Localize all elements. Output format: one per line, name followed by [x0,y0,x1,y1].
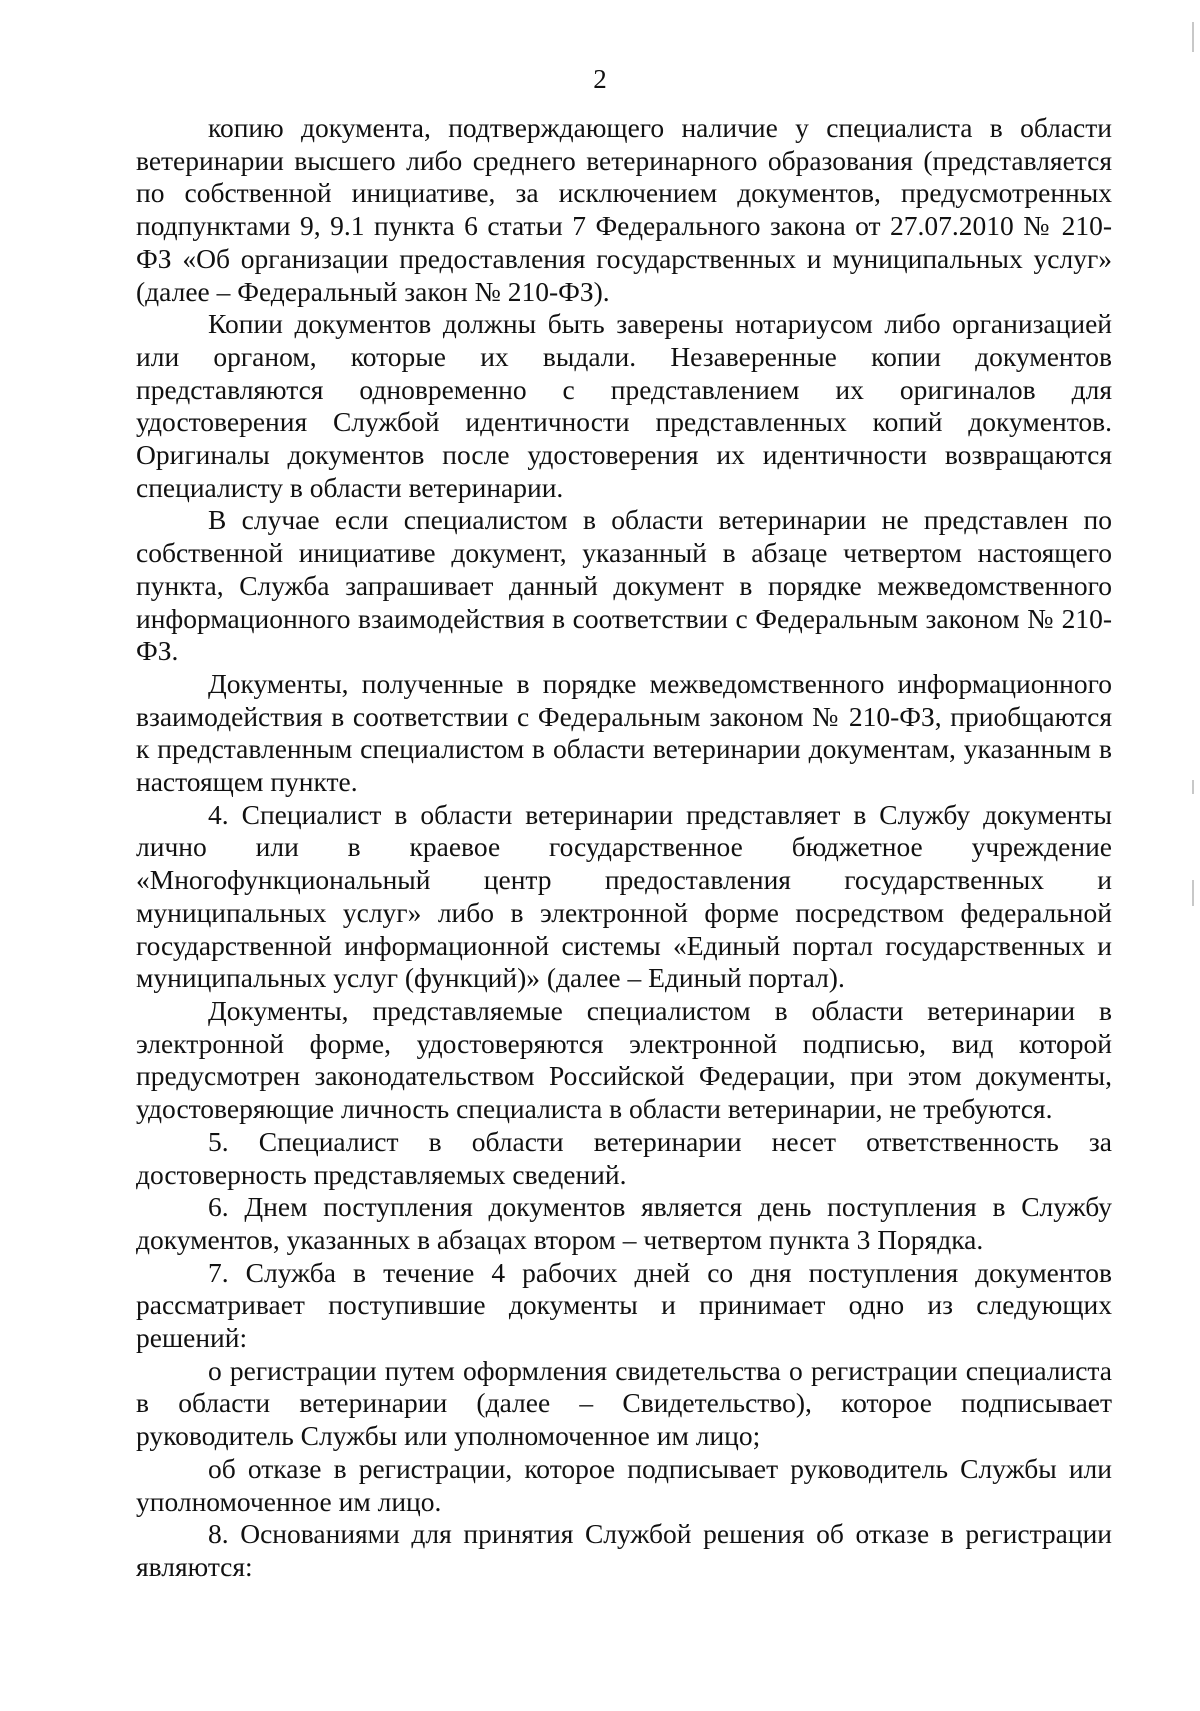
scan-mark [1192,880,1194,906]
paragraph-decision-registration: о регистрации путем оформления свидетельства о регистрации специалиста в области ветеринарии (далее – Свидетельство), которое подписывает руководитель Службы или уполномоченное им лицо; [136,1354,1112,1452]
scan-mark [1192,780,1194,794]
paragraph-copies-certification: Копии документов должны быть заверены нотариусом либо организацией или органом, которые их выдали. Незаверенные копии документов представляются одновременно с представлением их оригиналов для удостоверения Службой идентичности представленных копий документов. Оригиналы документов после удостоверения их идентичности возвращаются специалисту в области ветеринарии. [136,308,1112,503]
paragraph-item-5: 5. Специалист в области ветеринарии несет ответственность за достоверность представляемых сведений. [136,1125,1112,1190]
paragraph-interagency-request: В случае если специалистом в области ветеринарии не представлен по собственной инициативе документ, указанный в абзаце четвертом настоящего пункта, Служба запрашивает данный документ в порядке межведомственного информационного взаимодействия в соответствии с Федеральным законом № 210-ФЗ. [136,504,1112,667]
scan-mark [1192,22,1194,52]
paragraph-documents-received: Документы, полученные в порядке межведомственного информационного взаимодействия в соответствии с Федеральным законом № 210-ФЗ, приобщаются к представленным специалистом в области ветеринарии документам, указанным в настоящем пункте. [136,667,1112,798]
paragraph-item-6: 6. Днем поступления документов является день поступления в Службу документов, указанных в абзацах втором – четвертом пункта 3 Порядка. [136,1191,1112,1255]
paragraph-document-copy: копию документа, подтверждающего наличие у специалиста в области ветеринарии высшего либо среднего ветеринарного образования (представляется по собственной инициативе, за исключением документов, предусмотренных подпунктами 9, 9.1 пункта 6 статьи 7 Федерального закона от 27.07.2010 № 210-ФЗ «Об организации предоставления государственных и муниципальных услуг» (далее – Федеральный закон № 210-ФЗ). [136,112,1112,307]
document-body [136,112,1112,1584]
paragraph-item-7: 7. Служба в течение 4 рабочих дней со дня поступления документов рассматривает поступившие документы и принимает одно из следующих решений: [136,1256,1112,1354]
paragraph-item-8: 8. Основаниями для принятия Службой решения об отказе в регистрации являются: [136,1518,1112,1582]
paragraph-decision-refusal: об отказе в регистрации, которое подписывает руководитель Службы или уполномоченное им лицо. [136,1452,1112,1517]
page-number: 2 [593,64,607,94]
scan-edge-marks [1182,0,1196,1711]
paragraph-item-4: 4. Специалист в области ветеринарии представляет в Службу документы лично или в краевое государственное бюджетное учреждение «Многофункциональный центр предоставления государственных и муниципальных услуг» либо в электронной форме посредством федеральной государственной информационной системы «Единый портал государственных и муниципальных услуг (функций)» (далее – Единый портал). [136,798,1112,994]
paragraph-electronic-signature: Документы, представляемые специалистом в области ветеринарии в электронной форме, удостоверяются электронной подписью, вид которой предусмотрен законодательством Российской Федерации, при этом документы, удостоверяющие личность специалиста в области ветеринарии, не требуются. [136,994,1112,1125]
